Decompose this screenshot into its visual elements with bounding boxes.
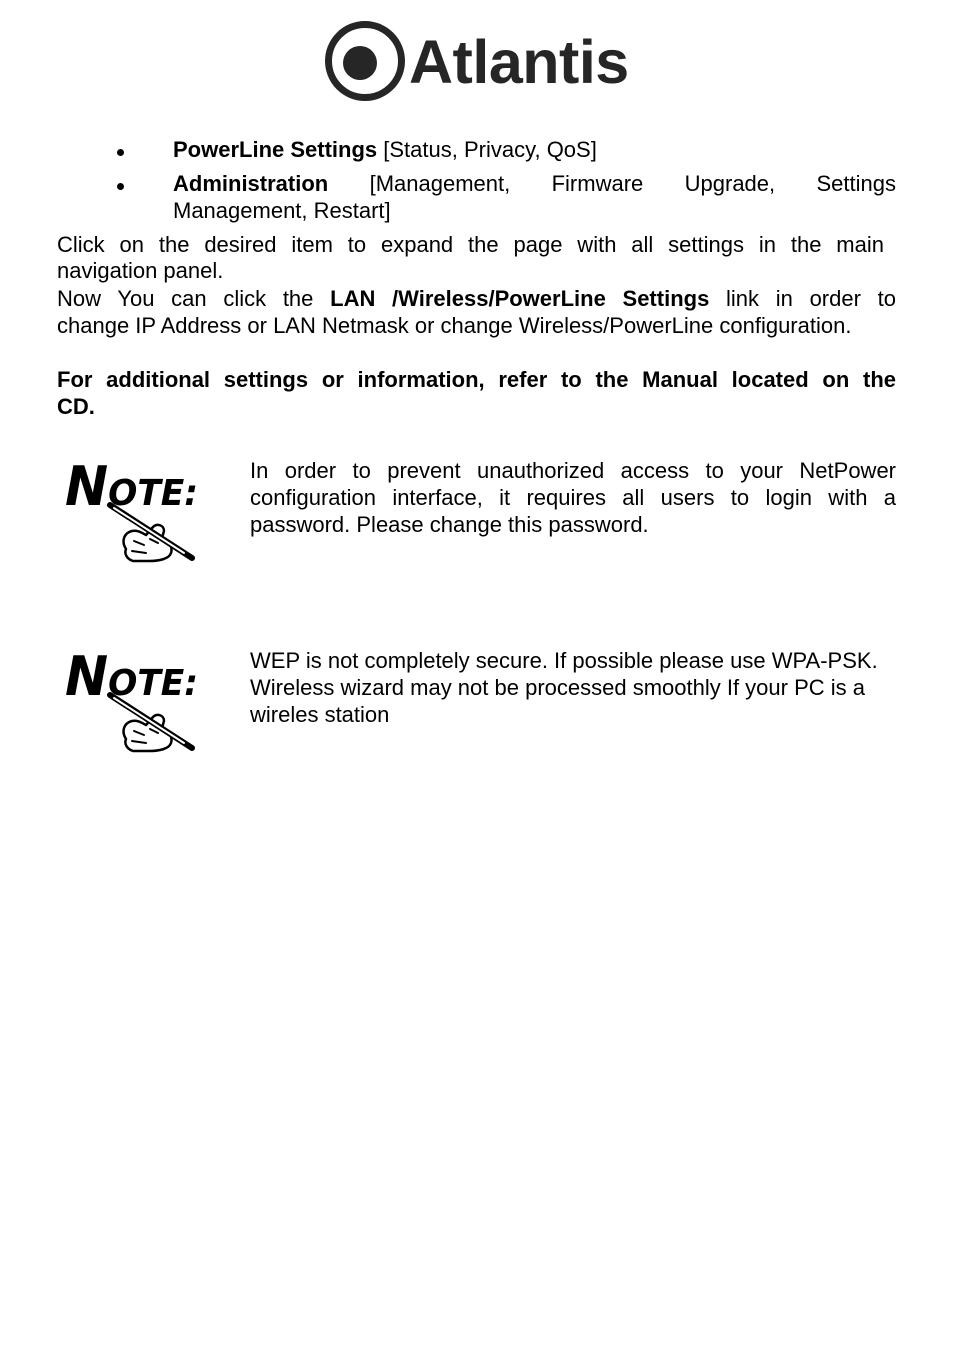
bullet-item-continuation: Management, Restart] (173, 198, 391, 223)
bullet-dot (117, 149, 124, 156)
paragraph-line: change IP Address or LAN Netmask or change Wireless/PowerLine configuration. (57, 313, 852, 338)
note-line: WEP is not completely secure. If possible please use WPA-PSK. (250, 648, 878, 673)
note-line: configuration interface, it requires all users to login with a (250, 485, 896, 510)
note-line: password. Please change this password. (250, 512, 649, 537)
bullet-text: [Management, Firmware Upgrade, Settings (328, 171, 896, 196)
bullet-item-administration (173, 170, 896, 197)
note-label-rest: OTE: (108, 663, 203, 704)
note-label (65, 455, 203, 518)
note-label-initial: N (65, 455, 111, 518)
note-line: Wireless wizard may not be processed smoothly If your PC is a (250, 675, 866, 700)
bullet-label: Administration (173, 171, 329, 196)
note-label (65, 645, 203, 708)
atlantis-logo-mark-icon (322, 18, 410, 104)
note-pen-hand-icon (58, 645, 203, 755)
bullet-label: PowerLine Settings (173, 137, 378, 162)
bullet-item-powerline (173, 136, 896, 163)
note-pen-hand-icon (58, 455, 203, 565)
logo-brand-text: Atlantis (409, 28, 629, 96)
paragraph-line: CD. (57, 394, 95, 419)
paragraph-line: Click on the desired item to expand the page with all settings in the main (57, 232, 884, 257)
paragraph-line (57, 285, 896, 312)
bullet-text: [Status, Privacy, QoS] (377, 137, 597, 162)
settings-link-text: LAN /Wireless/PowerLine Settings (330, 286, 710, 311)
logo-dot (343, 46, 377, 80)
bullet-dot (117, 183, 124, 190)
note-line: wireles station (250, 702, 390, 727)
note-label-rest: OTE: (108, 473, 203, 514)
paragraph-text: Now You can click the (57, 286, 331, 311)
note-label-initial: N (65, 645, 111, 708)
paragraph-line: navigation panel. (57, 258, 224, 283)
paragraph-text: link in order to (709, 286, 896, 311)
paragraph-line: For additional settings or information, refer to the Manual located on the (57, 367, 896, 392)
note-line: In order to prevent unauthorized access to your NetPower (250, 458, 896, 483)
